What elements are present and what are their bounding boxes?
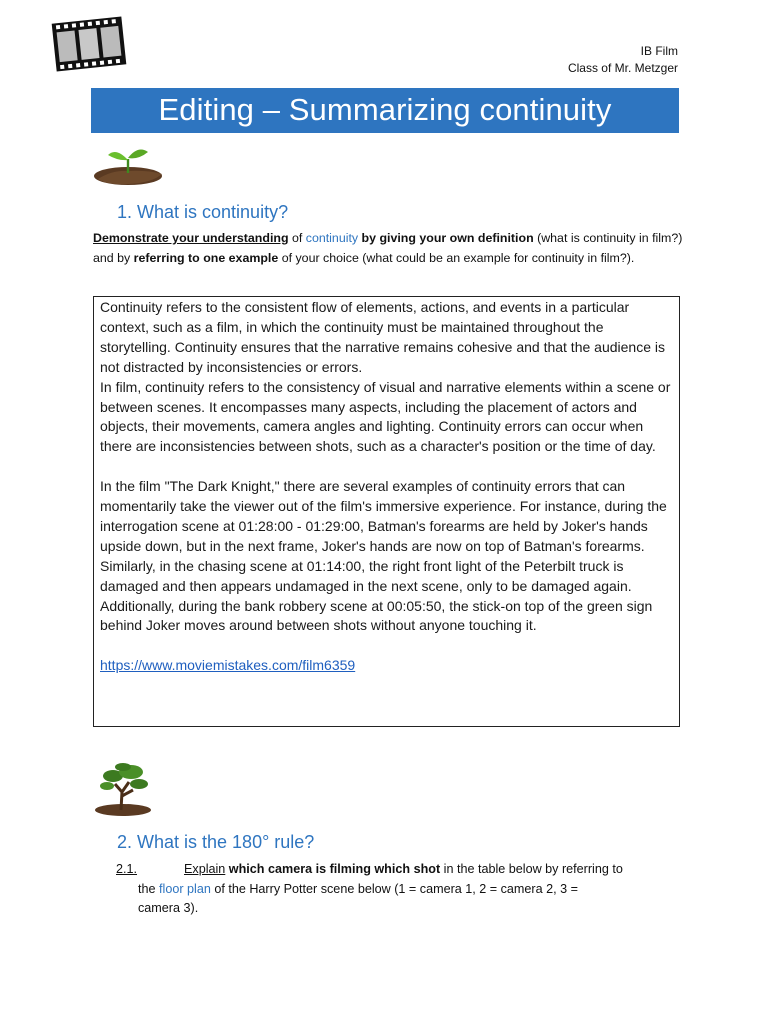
q-harry-potter: of the Harry Potter scene below (1 = camera 1, 2 = camera 2, 3 = xyxy=(210,881,578,896)
instr-example: referring to one example xyxy=(133,250,279,265)
answer-box[interactable] xyxy=(93,296,680,727)
answer-para-1: Continuity refers to the consistent flow of elements, actions, and events in a particular context, such as a film, in which the continuity must be maintained throughout the storytelling. Continuity ensures that the narrative remains cohesive and that the audience is not distracted by inconsistencies or errors. xyxy=(100,299,665,375)
instr-continuity: continuity xyxy=(305,231,359,245)
course-name: IB Film xyxy=(640,44,678,58)
instr-of: of xyxy=(288,231,306,245)
instr-what-is: (what is continuity in film?) and by xyxy=(93,231,683,265)
tree-icon xyxy=(93,762,153,817)
q-the: the xyxy=(138,881,160,896)
q-which-camera: which camera is filming which shot xyxy=(225,862,441,876)
q-camera-3: camera 3). xyxy=(138,901,199,915)
teacher-name: Class of Mr. Metzger xyxy=(567,61,678,75)
section2-heading: 2. What is the 180° rule? xyxy=(117,832,315,852)
instr-choice: of your choice (what could be an example for continuity in film?). xyxy=(278,250,635,265)
q-table: in the table below by referring to xyxy=(440,862,623,876)
answer-para-2: In film, continuity refers to the consistency of visual and narrative elements within a scene or between scenes. It encompasses many aspects, including the placement of actors and objects, their movements, camera angles and lighting. Continuity errors can occur when there are inconsistencies between shots, such as a character's position or the time of day. xyxy=(100,378,671,455)
moviemistakes-link[interactable]: https://www.moviemistakes.com/film6359 xyxy=(100,657,356,674)
section1-heading: 1. What is continuity? xyxy=(117,202,289,222)
question-2-1 xyxy=(116,860,676,919)
instr-definition: by giving your own definition xyxy=(358,231,534,245)
question-number: 2.1. xyxy=(116,862,138,876)
header-info xyxy=(568,43,678,77)
sprout-icon xyxy=(92,143,164,188)
q-explain: Explain xyxy=(184,862,226,876)
film-strip-icon xyxy=(50,12,128,76)
q-floor-plan: floor plan xyxy=(159,881,211,896)
section1-instructions xyxy=(93,229,683,268)
answer-para-3: In the film "The Dark Knight," there are several examples of continuity errors that can momentarily take the viewer out of the film's immersive experience. For instance, during the interrogation scene at 01:28:00 - 01:29:00, Batman's forearms are held by Joker's hands upside down, but in the next frame, Joker's hands are now on top of Batman's forearms. Similarly, in the chasing scene at 01:14:00, the right front light of the Peterbilt truck is damaged and then appears undamaged in the next scene, only to be damaged again. Additionally, during the bank robbery scene at 00:05:50, the stick-on top of the green sign behind Joker moves around between shots without anyone touching it. xyxy=(100,478,667,634)
instr-demonstrate: Demonstrate your understanding xyxy=(93,231,289,245)
page-title: Editing – Summarizing continuity xyxy=(91,88,679,133)
